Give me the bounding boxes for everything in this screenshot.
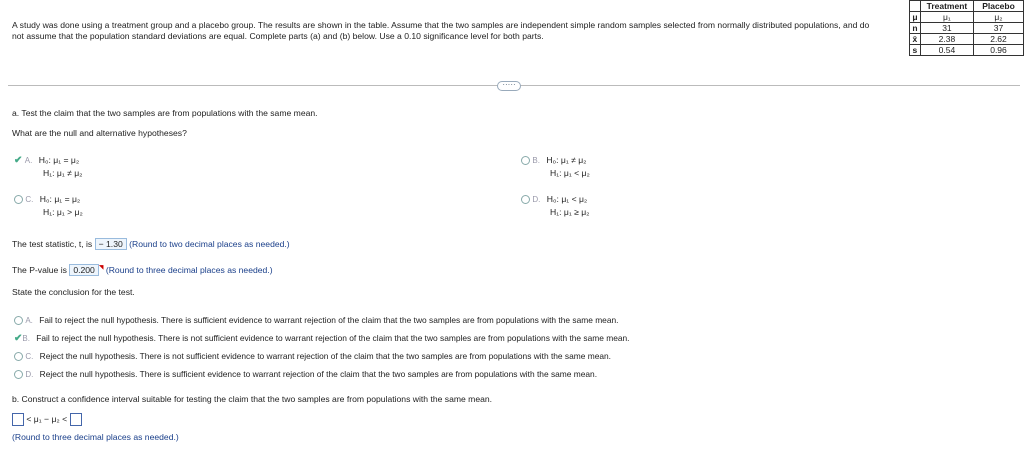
interval-expression: < μ₁ − μ₂ < (26, 413, 68, 424)
table-row (910, 23, 1024, 34)
test-statistic-answer[interactable]: − 1.30 (95, 238, 127, 250)
option-letter: D. (532, 195, 541, 204)
alt-hypothesis: H₁: μ₁ ≠ μ₂ (43, 168, 83, 178)
table-cell: μ₁ (920, 12, 973, 23)
confidence-interval-inputs (12, 413, 82, 426)
checkmark-icon: ✔ (14, 333, 23, 344)
table-cell: μ₂ (974, 12, 1024, 23)
conclusion-option-a[interactable] (14, 315, 618, 325)
option-letter: B. (532, 156, 540, 165)
problem-statement: A study was done using a treatment group and a placebo group. The results are shown in the table. Assume that the two samples are independent simple random samples selected from normally distributed populations, and do not assume that the population standard deviations are equal. Complete parts (a) and (b) below. Use a 0.10 significance level for both parts. (12, 20, 870, 41)
null-hypothesis: H₀: μ₁ ≠ μ₂ (546, 155, 587, 165)
option-letter: C. (25, 195, 34, 204)
radio-button[interactable] (521, 195, 530, 204)
part-b-hint: (Round to three decimal places as needed.) (12, 432, 179, 442)
alt-hypothesis: H₁: μ₁ ≥ μ₂ (550, 207, 590, 217)
lower-bound-input[interactable] (12, 413, 24, 426)
test-statistic-hint: (Round to two decimal places as needed.) (129, 239, 290, 249)
row-label: n (910, 23, 921, 34)
radio-button[interactable] (14, 352, 23, 361)
pvalue-prefix: The P-value is (12, 265, 67, 275)
alt-hypothesis: H₁: μ₁ > μ₂ (43, 207, 83, 217)
conclusion-option-d[interactable] (14, 369, 597, 379)
radio-button[interactable] (14, 370, 23, 379)
conclusion-text: Reject the null hypothesis. There is not sufficient evidence to warrant rejection of the claim that the two samples are from populations with the same mean. (39, 351, 612, 361)
part-a-prompt: a. Test the claim that the two samples are from populations with the same mean. (12, 108, 318, 118)
table-cell: 31 (920, 23, 973, 34)
checkmark-icon: ✔ (14, 155, 23, 166)
data-table (909, 0, 1024, 56)
hypothesis-option-b[interactable] (521, 154, 590, 180)
null-hypothesis: H₀: μ₁ = μ₂ (39, 194, 81, 204)
table-row (910, 34, 1024, 45)
table-header-row (910, 1, 1024, 12)
hypothesis-option-c[interactable] (14, 193, 83, 219)
test-statistic-prefix: The test statistic, t, is (12, 239, 93, 249)
null-hypothesis: H₀: μ₁ < μ₂ (546, 194, 588, 204)
table-cell: 2.62 (974, 34, 1024, 45)
table-cell: 0.96 (974, 45, 1024, 56)
table-row (910, 12, 1024, 23)
conclusion-option-c[interactable] (14, 351, 611, 361)
hypotheses-question: What are the null and alternative hypotheses? (12, 128, 187, 138)
table-cell: 0.54 (920, 45, 973, 56)
option-letter: D. (25, 370, 34, 379)
radio-button[interactable] (521, 156, 530, 165)
conclusion-text: Fail to reject the null hypothesis. There is not sufficient evidence to warrant rejection of the claim that the two samples are from populations with the same mean. (36, 333, 630, 343)
conclusion-prompt: State the conclusion for the test. (12, 287, 135, 297)
row-label: s (910, 45, 921, 56)
table-header-cell: Placebo (974, 1, 1024, 12)
upper-bound-input[interactable] (70, 413, 82, 426)
option-letter: A. (24, 156, 33, 165)
part-b-prompt: b. Construct a confidence interval suitable for testing the claim that the two samples are from populations with the same mean. (12, 394, 493, 404)
row-label: μ (910, 12, 921, 23)
pvalue-line (12, 264, 273, 276)
conclusion-text: Reject the null hypothesis. There is sufficient evidence to warrant rejection of the claim that the two samples are from populations with the same mean. (39, 369, 598, 379)
hypothesis-option-d[interactable] (521, 193, 590, 219)
radio-button[interactable] (14, 195, 23, 204)
test-statistic-line (12, 238, 290, 250)
null-hypothesis: H₀: μ₁ = μ₂ (38, 155, 80, 165)
expand-button[interactable]: ····· (497, 81, 521, 91)
radio-button[interactable] (14, 316, 23, 325)
row-label: x̄ (910, 34, 921, 45)
table-row (910, 45, 1024, 56)
conclusion-option-b[interactable] (14, 333, 630, 344)
hypothesis-option-a[interactable] (14, 154, 83, 180)
table-header-cell: Treatment (920, 1, 973, 12)
table-cell: 2.38 (920, 34, 973, 45)
alt-hypothesis: H₁: μ₁ < μ₂ (550, 168, 590, 178)
pvalue-hint: (Round to three decimal places as needed.) (105, 265, 273, 275)
option-letter: A. (25, 316, 33, 325)
pvalue-answer[interactable]: 0.200 (69, 264, 99, 276)
option-letter: B. (22, 334, 30, 343)
incorrect-marker-icon: ◥ (98, 265, 104, 271)
conclusion-text: Fail to reject the null hypothesis. There is sufficient evidence to warrant rejection of the claim that the two samples are from populations with the same mean. (39, 315, 619, 325)
table-cell: 37 (974, 23, 1024, 34)
option-letter: C. (25, 352, 34, 361)
table-header-cell (910, 1, 921, 12)
